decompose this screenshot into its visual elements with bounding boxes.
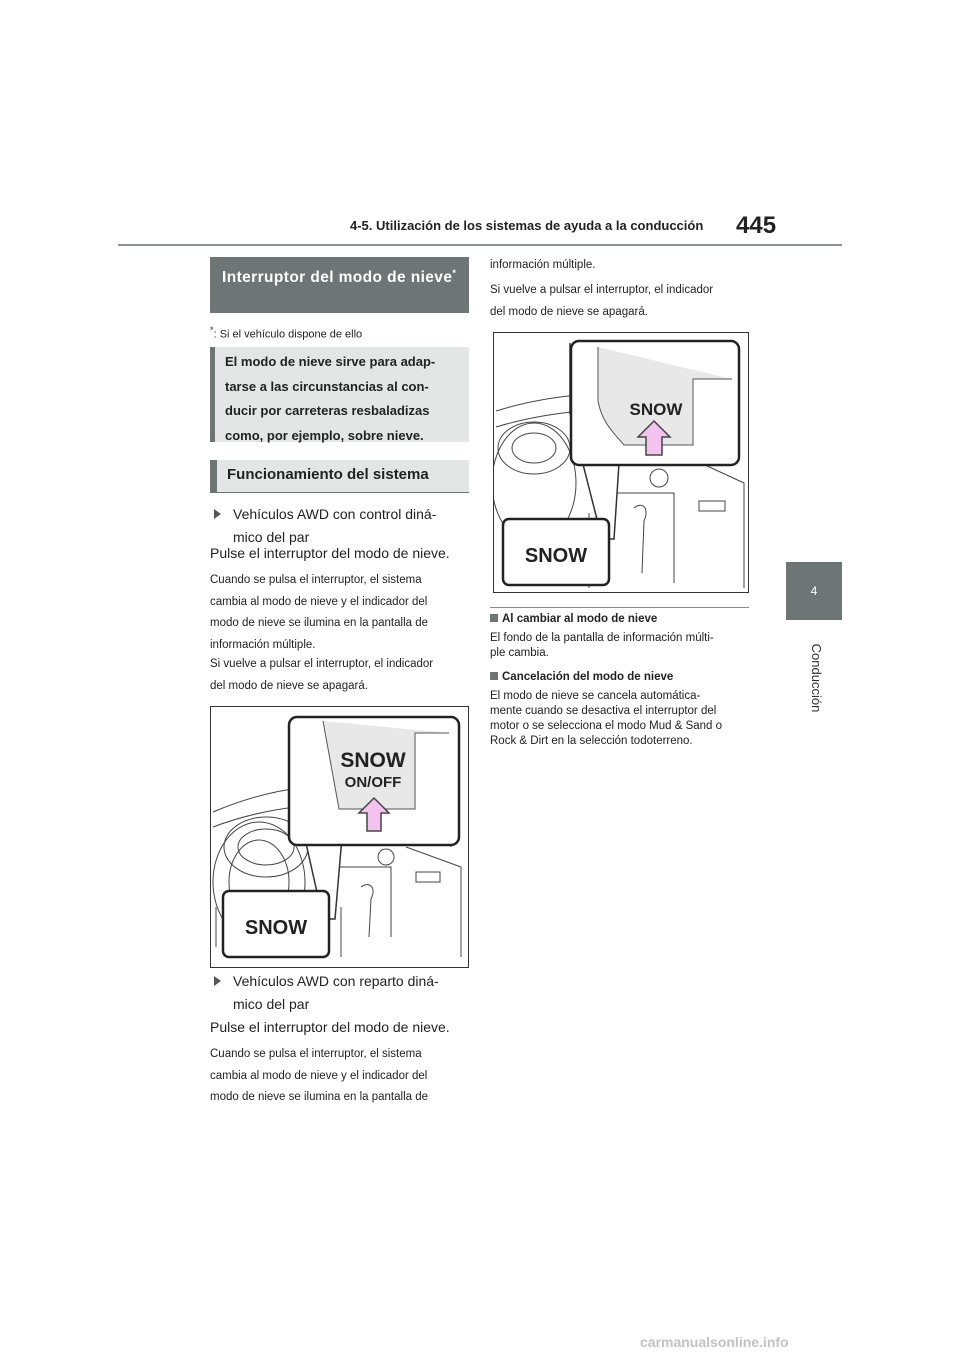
footnote-mark: * [210, 325, 214, 335]
bullet-awd-dynamic-torque-vectoring [214, 970, 469, 1016]
note-heading-text: Cancelación del modo de nieve [502, 671, 674, 683]
description-line: Si vuelve a pulsar el interruptor, el indicador [210, 658, 434, 670]
description-line: información múltiple. [210, 638, 316, 651]
chapter-number: 4 [810, 584, 818, 598]
note-line: El modo de nieve se cancela automática- [490, 690, 701, 702]
bullet-line: Vehículos AWD con reparto diná- [233, 973, 439, 989]
note-line: ple cambia. [490, 647, 549, 659]
square-bullet-icon [490, 614, 498, 622]
triangle-bullet-icon [214, 976, 221, 986]
button-label: SNOW [244, 917, 308, 939]
note-line: El fondo de la pantalla de información múlti- [490, 632, 714, 644]
callout-sub-label: ON/OFF [344, 774, 402, 791]
dashboard-illustration [494, 333, 748, 592]
description-line: modo de nieve se ilumina en la pantalla de [210, 1091, 429, 1103]
button-label: SNOW [524, 545, 588, 567]
intro-line: ducir por carreteras resbaladizas [225, 403, 430, 418]
press-instruction: Pulse el interruptor del modo de nieve. [210, 545, 450, 561]
chapter-label: Conducción [809, 643, 824, 713]
bullet-awd-dynamic-torque-control [214, 503, 469, 549]
bullet-line: mico del par [233, 996, 310, 1012]
heading-snow-mode-text: Interruptor del modo de nieve [222, 269, 453, 287]
chapter-tab[interactable] [786, 562, 842, 620]
figure-dashboard-snow-switch-2 [493, 332, 749, 593]
header-rule [118, 244, 842, 246]
page-number: 445 [736, 212, 777, 239]
callout-main-label: SNOW [629, 400, 683, 419]
callout-main-label: SNOW [340, 749, 406, 772]
note-heading [490, 613, 657, 625]
intro-line: tarse a las circunstancias al con- [225, 378, 429, 394]
description-line: Cuando se pulsa el interruptor, el sistema [210, 574, 422, 586]
note-line: motor o se selecciona el modo Mud & Sand o [490, 720, 723, 732]
description-line: del modo de nieve se apagará. [210, 679, 368, 692]
heading-rule [210, 492, 469, 493]
note-heading [490, 671, 673, 683]
footnote-text: : Si el vehículo dispone de ello [213, 328, 363, 341]
figure-dashboard-snow-switch-1 [210, 706, 469, 968]
description-block [210, 1044, 428, 1109]
description-line: cambia al modo de nieve y el indicador del [210, 1069, 428, 1082]
heading-operation-text: Funcionamiento del sistema [217, 460, 469, 492]
description-line: cambia al modo de nieve y el indicador del [210, 595, 428, 608]
description-continued [490, 255, 595, 277]
bullet-line: mico del par [233, 529, 310, 545]
heading-bar [210, 460, 217, 492]
dashboard-illustration [211, 707, 468, 967]
bullet-line: Vehículos AWD con control diná- [233, 506, 437, 522]
note-heading-text: Al cambiar al modo de nieve [502, 613, 658, 625]
description-line: información múltiple. [490, 259, 596, 271]
description-line: Cuando se pulsa el interruptor, el sistema [210, 1048, 422, 1060]
description-block [490, 280, 713, 323]
note-line: mente cuando se desactiva el interruptor del [490, 705, 717, 717]
watermark: carmanualsonline.info [640, 1334, 789, 1350]
section-title: 4-5. Utilización de los sistemas de ayuda a la conducción [350, 218, 704, 233]
intro-line: El modo de nieve sirve para adap- [225, 354, 436, 369]
description-block [210, 654, 433, 697]
description-line: modo de nieve se ilumina en la pantalla de [210, 617, 429, 629]
heading-asterisk: * [452, 268, 457, 278]
press-instruction: Pulse el interruptor del modo de nieve. [210, 1019, 450, 1035]
description-line: Si vuelve a pulsar el interruptor, el indicador [490, 284, 714, 296]
note-body [490, 631, 714, 661]
description-line: del modo de nieve se apagará. [490, 305, 648, 318]
note-line: Rock & Dirt en la selección todoterreno. [490, 735, 693, 747]
heading-operation [210, 460, 469, 492]
intro-box [210, 347, 469, 442]
square-bullet-icon [490, 672, 498, 680]
footnote [210, 325, 362, 341]
note-body [490, 689, 722, 749]
description-block [210, 570, 428, 656]
intro-line: como, por ejemplo, sobre nieve. [225, 427, 424, 443]
heading-snow-mode [210, 257, 469, 313]
notes-divider [490, 607, 749, 608]
triangle-bullet-icon [214, 509, 221, 519]
